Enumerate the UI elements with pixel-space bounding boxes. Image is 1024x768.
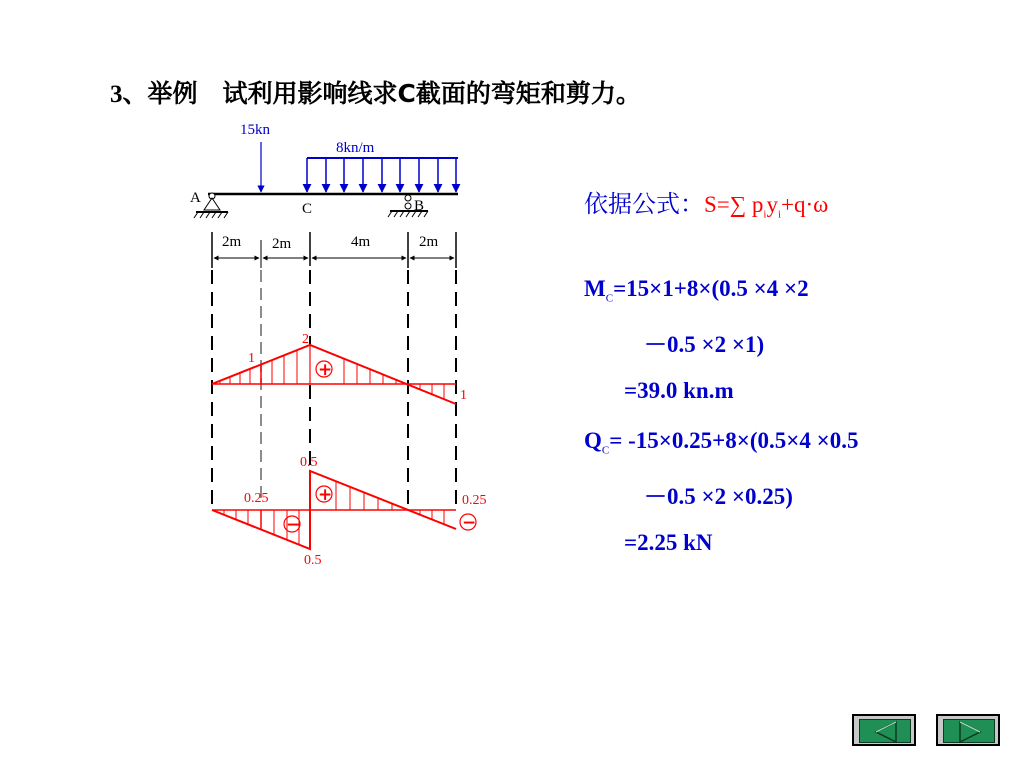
span-3: 4m [351, 234, 371, 250]
formula-sub-i2: i [777, 208, 782, 221]
qc-minus-sign-right: − [462, 513, 477, 533]
span-4: 2m [419, 234, 439, 250]
mc-symbol: M [584, 276, 606, 301]
mc-calc-line1 [584, 276, 809, 305]
qc-minus-sign-left: − [286, 515, 301, 535]
mc-calc-line2: －0.5 ×2 ×1) [644, 332, 765, 357]
qc-line1-text: = -15×0.25+8×(0.5×4 ×0.5 [609, 428, 859, 453]
qc-value-top: 0.5 [300, 455, 318, 470]
next-slide-button[interactable] [936, 714, 1000, 746]
formula-y: y [766, 192, 778, 217]
qc-symbol: Q [584, 428, 602, 453]
qc-calc-result: =2.25 kN [624, 530, 713, 555]
formula-line [584, 184, 828, 221]
formula-sub-i: i [763, 208, 767, 221]
formula-rest: +q·ω [781, 192, 829, 217]
formula-expression-head: S=∑ p [704, 192, 764, 217]
mc-calc-result: =39.0 kn.m [624, 378, 734, 403]
mc-value-left: 1 [248, 351, 255, 366]
triangle-left-icon [854, 716, 918, 748]
span-2: 2m [272, 236, 292, 252]
distributed-load [307, 158, 458, 192]
qc-calc-line1 [584, 428, 858, 457]
point-load-label: 15kn [240, 122, 270, 138]
dist-load-label: 8kn/m [336, 140, 375, 156]
prev-slide-button[interactable] [852, 714, 916, 746]
mc-value-right: 1 [460, 388, 467, 403]
title-number: 3、 [110, 81, 148, 108]
qc-value-right: 0.25 [462, 493, 487, 508]
label-c: C [302, 201, 313, 217]
qc-influence-line [212, 471, 476, 549]
qc-plus-sign: + [318, 485, 333, 505]
label-a: A [190, 190, 201, 206]
label-b: B [414, 198, 425, 214]
qc-value-bottom: 0.5 [304, 553, 322, 568]
mc-subscript: C [605, 292, 614, 305]
mc-line1-text: =15×1+8×(0.5 ×4 ×2 [613, 276, 809, 301]
formula-label: 依据公式： [584, 190, 704, 218]
mc-value-peak: 2 [302, 332, 309, 347]
title-text: 举例 试利用影响线求C截面的弯矩和剪力。 [147, 79, 641, 108]
formula-expression [704, 192, 829, 221]
qc-value-left: 0.25 [244, 491, 269, 506]
qc-calc-line2: －0.5 ×2 ×0.25) [644, 484, 793, 509]
qc-subscript: C [601, 444, 610, 457]
span-1: 2m [222, 234, 242, 250]
mc-plus-sign: + [318, 360, 333, 380]
triangle-right-icon [938, 716, 1002, 748]
